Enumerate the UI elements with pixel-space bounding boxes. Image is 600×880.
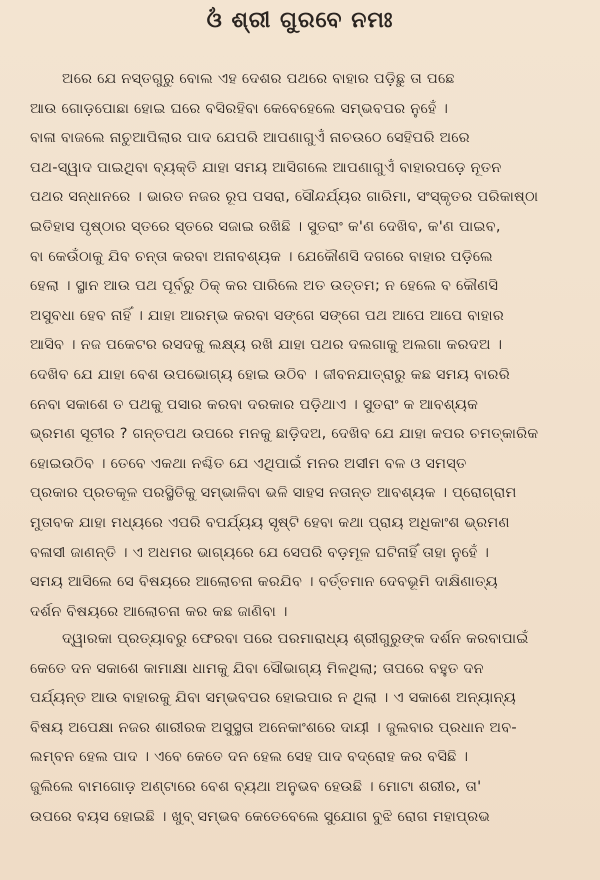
text-line: ଜୁଲିଲେ ବାମଗୋଡ଼ ଅଣ୍ଟାରେ ବେଶ ବ୍ୟଥା ଅନୁଭବ ହେଉଛି । ମୋଟା ଶରୀର, ତା': [30, 777, 482, 795]
text-line: ଅସୁବଧା ହେବ ନାହିଁ । ଯାହା ଆରମ୍ଭ କରବା ସଙ୍ଗେ ସଙ୍ଗେ ପଥ ଆପେ ଆପେ ବାହାର: [30, 306, 505, 324]
paragraph-2: [30, 624, 590, 831]
text-line: ସମୟ ଆସିଲେ ସେ ବିଷୟରେ ଆଲୋଚନା କରଯିବ । ବର୍ତ୍ତମାନ ଦେବଭୂମି ଦାକ୍ଷିଣାତ୍ୟ: [30, 573, 498, 591]
text-line: ବାଳା ବାଜଲେ ନାଚୁଆପିଲାର ପାଦ ଯେପରି ଆପଣାଗୁଏଁ ନାଚଉଠେ ସେହିପରି ଅରେ: [30, 129, 470, 147]
text-line: ଇତିହାସ ପୃଷ୍ଠାର ସ୍ତରେ ସ୍ତରେ ସଜାଇ ରଖିଛି । ସୁତରାଂ କ'ଣ ଦେଖିବ, କ'ଣ ପାଇବ,: [30, 217, 501, 235]
text-line: ଦେଖିବ ଯେ ଯାହା ବେଶ ଉପଭୋଗ୍ୟ ହୋଇ ଉଠିବ । ଜୀବନଯାତ୍ରାରୁ କଛ ସମୟ ବାରରି: [30, 365, 510, 383]
text-line: ହେଲା । ସ୍ଥାନ ଆଉ ପଥ ପୂର୍ବରୁ ଠିକ୍ କର ପାରିଲେ ଅତ ଉତ୍ତମ; ନ ହେଲେ ବ କୌଣସି: [30, 277, 499, 295]
text-line: ଅରେ ଯେ ନସ୍ତଗୁରୁ ବୋଲ ଏହ ଦେଶର ପଥରେ ବାହାର ପଡ଼ିଛୁ ତା ପଛେ: [62, 70, 455, 87]
text-line: ଆଉ ଗୋଡ଼ପୋଛା ହୋଇ ଘରେ ବସିରହିବା କେବେହେଲେ ସମ୍ଭବପର ନୁହେଁ ।: [30, 99, 449, 117]
text-line: ପ୍ରକାର ପ୍ରତକୂଳ ପରସ୍ଥିତିକୁ ସମ୍ଭାଳିବା ଭଳି ସାହସ ନତାନ୍ତ ଆବଶ୍ୟକ । ପ୍ରୋଗ୍ରାମ: [30, 484, 517, 502]
paragraph-1: [30, 64, 590, 626]
text-line: ପଥ-ସ୍ୱାଦ ପାଇଥିବା ବ୍ୟକ୍ତି ଯାହା ସମୟ ଆସିଗଲେ ଆପଣାଗୁଏଁ ବାହାରପଡ଼େ ନୂତନ: [30, 158, 502, 176]
text-line: ଭ୍ରମଣ ସୂଚୀର ? ଗନ୍ତପଥ ଉପରେ ମନକୁ ଛାଡ଼ିଦଅ, ଦେଖିବ ଯେ ଯାହା କପର ଚମତ୍କାରିକ: [30, 425, 539, 443]
text-line: ଲମ୍ବନ ହେଲ ପାଦ । ଏବେ କେତେ ଦନ ହେଲ ସେହ ପାଦ ବଦ୍ରୋହ କର ବସିଛି ।: [30, 748, 469, 766]
text-line: ଦର୍ଶନ ବିଷୟରେ ଆଲୋଚନା କର କଛ ଜାଣିବା ।: [30, 602, 288, 620]
text-line: ପଥର ସନ୍ଧାନରେ । ଭାରତ ନଜର ରୂପ ପସରା, ସୌନ୍ଦର୍ଯ୍ୟର ଗାରିମା, ସଂସ୍କୃତର ପରିକାଷ୍ଠା: [30, 188, 539, 206]
text-line: ଦ୍ୱାରକା ପ୍ରତ୍ୟାବରୁ ଫେରବା ପରେ ପରମାରାଧ୍ୟ ଶ୍ରୀଗୁରୁଙ୍କ ଦର୍ଶନ କରବାପାଇଁ: [62, 630, 529, 647]
text-line: ଆସିବ । ନଜ ପକେଟର ରସଦକୁ ଲକ୍ଷ୍ୟ ରଖି ଯାହା ପଥର ଦଲଗାକୁ ଅଲଗା କରଦଅ ।: [30, 336, 503, 354]
text-line: ମୁତାବକ ଯାହା ମଧ୍ୟରେ ଏପରି ବପର୍ଯ୍ୟୟ ସୃଷ୍ଟି ହେବା କଥା ପ୍ରାୟ ଅଧିକାଂଶ ଭ୍ରମଣ: [30, 513, 510, 531]
text-line: ବା କେଉଁଠାକୁ ଯିବ ଚନ୍ତା କରବା ଅନାବଶ୍ୟକ । ଯେକୌଣସି ଦଗରେ ବାହାର ପଡ଼ିଲେ: [30, 247, 493, 265]
text-line: ଉପରେ ବୟସ ହୋଇଛି । ଖୁବ୍ ସମ୍ଭବ କେତେବେଲେ ସୁଯୋଗ ବୁଝି ରୋଗ ମହାପ୍ରଭ: [30, 807, 491, 825]
text-line: ପର୍ଯ୍ୟନ୍ତ ଆଉ ବାହାରକୁ ଯିବା ସମ୍ଭବପର ହୋଇପାର ନ ଥିଲା । ଏ ସକାଶେ ଅନ୍ୟାନ୍ୟ: [30, 689, 516, 707]
text-line: ବଳାସୀ ଜାଣନ୍ତି । ଏ ଅଧମର ଭାଗ୍ୟରେ ଯେ ସେପରି ବଡ଼ମୂଳ ଘଟିନାହିଁ ତାହା ନୁହେଁ ।: [30, 543, 490, 561]
text-line: ନେବା ସକାଶେ ତ ପଥକୁ ପସାର କରବା ଦରକାର ପଡ଼ିଥାଏ । ସୁତରାଂ କ ଆବଶ୍ୟକ: [30, 395, 479, 413]
text-line: ହୋଇଉଠିବ । ତେବେ ଏକଥା ନଶ୍ଚିତ ଯେ ଏଥିପାଇଁ ମନର ଅସୀମ ବଳ ଓ ସମସ୍ତ: [30, 454, 467, 472]
text-line: କେତେ ଦନ ସକାଶେ କାମାକ୍ଷା ଧାମକୁ ଯିବା ସୌଭାଗ୍ୟ ମିଳଥିଲା; ତାପରେ ବହୁତ ଦନ: [30, 659, 484, 677]
text-line: ବିଷୟ ଅପେକ୍ଷା ନଜର ଶାରୀରକ ଅସୁସ୍ଥତା ଅନେକାଂଶରେ ଦାୟୀ । ଜୁଲବାର ପ୍ରଧାନ ଅବ-: [30, 718, 517, 736]
page-title: ଓଁ ଶ୍ରୀ ଗୁରବେ ନମଃ: [206, 8, 394, 33]
